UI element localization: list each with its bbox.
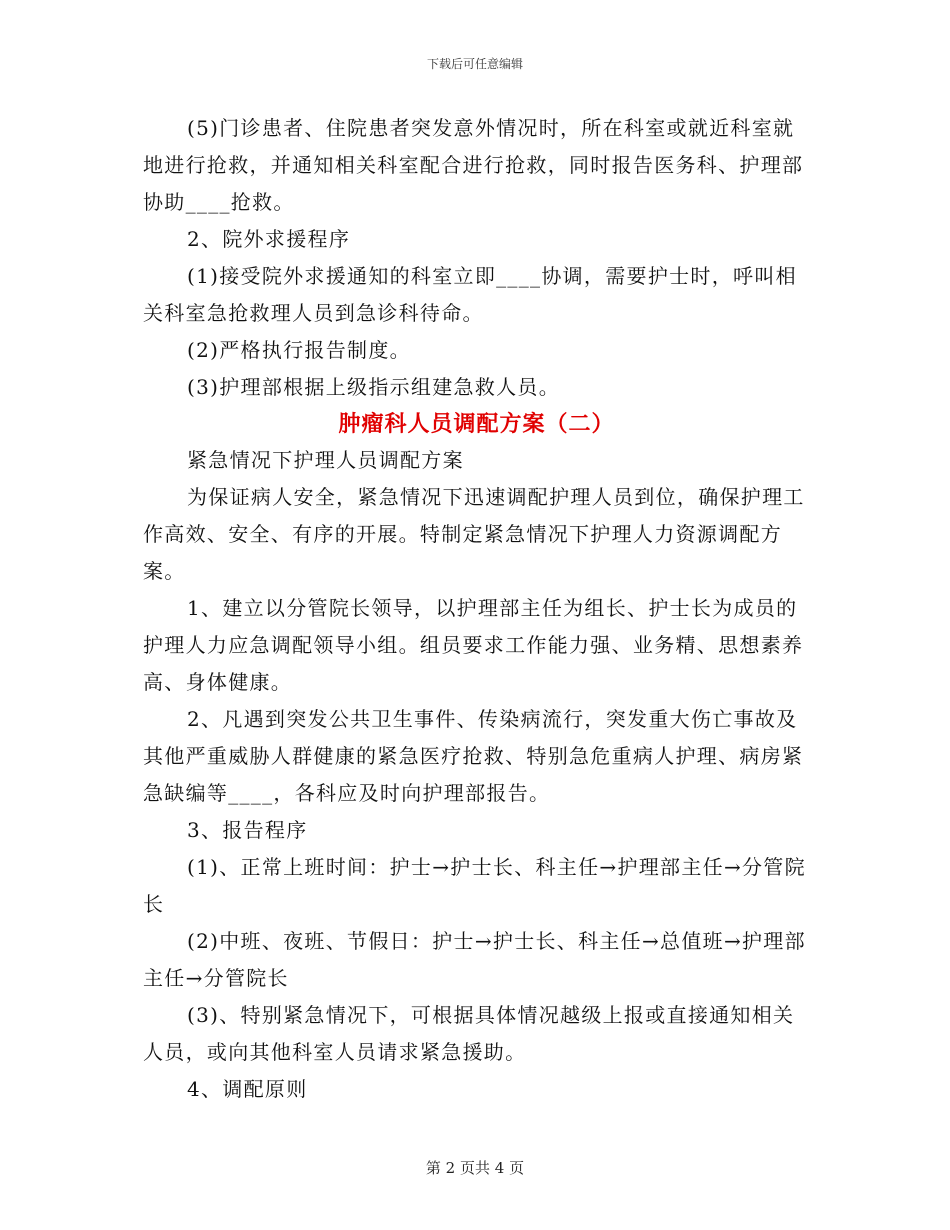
- paragraph: 为保证病人安全，紧急情况下迅速调配护理人员到位，确保护理工作高效、安全、有序的开展。特制定紧急情况下护理人力资源调配方案。: [143, 485, 805, 583]
- paragraph: (3)、特别紧急情况下，可根据具体情况越级上报或直接通知相关人员，或向其他科室人员请求紧急援助。: [143, 1003, 795, 1064]
- paragraph: (5)门诊患者、住院患者突发意外情况时，所在科室或就近科室就地进行抢救，并通知相关科室配合进行抢救，同时报告医务科、护理部协助____抢救。: [143, 116, 804, 214]
- paragraph: 紧急情况下护理人员调配方案: [187, 448, 464, 472]
- paragraph: 1、建立以分管院长领导，以护理部主任为组长、护士长为成员的护理人力应急调配领导小组。组员要求工作能力强、业务精、思想素养高、身体健康。: [143, 596, 804, 694]
- page-header: 下载后可任意编辑: [426, 57, 523, 71]
- paragraph: (1)、正常上班时间：护士→护士长、科主任→护理部主任→分管院长: [143, 855, 806, 916]
- section-heading: 4、调配原则: [187, 1077, 308, 1101]
- paragraph: 2、凡遇到突发公共卫生事件、传染病流行，突发重大伤亡事故及其他严重威胁人群健康的紧急医疗抢救、特别急危重病人护理、病房紧急缺编等____，各科应及时向护理部报告。: [143, 707, 804, 805]
- section-heading: 2、院外求援程序: [187, 227, 351, 251]
- paragraph: (3)护理部根据上级指示组建急救人员。: [187, 375, 561, 399]
- page-footer: 第 2 页共 4 页: [425, 1159, 525, 1177]
- section-heading: 3、报告程序: [187, 818, 308, 842]
- document-body: [143, 110, 810, 1108]
- document-title: 肿瘤科人员调配方案（二）: [338, 411, 615, 437]
- paragraph: (2)严格执行报告制度。: [187, 338, 411, 362]
- paragraph: (1)接受院外求援通知的科室立即____协调，需要护士时，呼叫相关科室急抢救理人员到急诊科待命。: [143, 264, 797, 325]
- paragraph: (2)中班、夜班、节假日：护士→护士长、科主任→总值班→护理部主任→分管院长: [143, 929, 806, 990]
